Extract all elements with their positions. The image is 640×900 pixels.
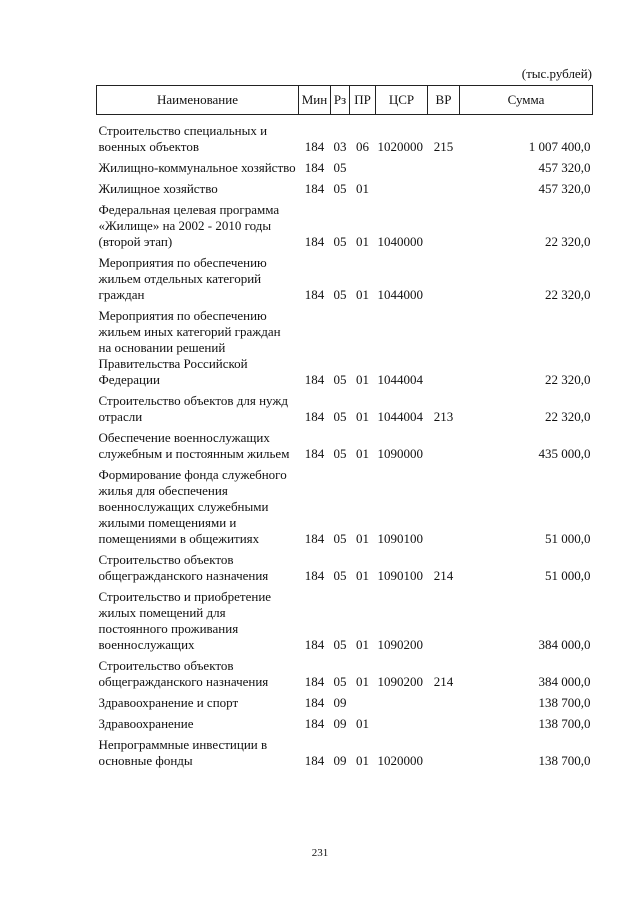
cell-vr [428,426,460,463]
table-row [97,585,593,654]
cell-rz: 05 [333,287,347,302]
cell-vr [428,177,460,198]
cell-vr [428,733,460,770]
table-row [97,177,593,198]
cell-min: 184 [304,716,325,731]
cell-csr: 1044004 [377,372,423,387]
cell-name: Мероприятия по обеспечению жильем иных категорий граждан на основании решений Правительства Российской Федерации [98,308,281,387]
cell-vr [428,585,460,654]
cell-min: 184 [304,568,325,583]
cell-rz: 05 [333,446,347,461]
cell-csr: 1090100 [377,568,423,583]
cell-sum: 138 700,0 [538,716,591,731]
cell-csr: 1040000 [377,234,423,249]
cell-vr [428,304,460,389]
table-row [97,712,593,733]
cell-csr: 1090200 [377,674,423,689]
cell-pr: 01 [356,531,369,546]
header-csr: ЦСР [376,86,428,115]
page-number: 231 [311,847,329,859]
header-rz: Рз [331,86,350,115]
cell-sum: 384 000,0 [538,674,591,689]
cell-rz: 09 [333,695,347,710]
cell-csr [376,691,428,712]
cell-vr: 213 [433,409,454,424]
unit-label: (тыс.рублей) [521,66,592,81]
cell-sum: 435 000,0 [538,446,591,461]
cell-rz: 05 [333,160,347,175]
cell-min: 184 [304,674,325,689]
cell-rz: 05 [333,674,347,689]
cell-vr [428,198,460,251]
cell-sum: 457 320,0 [538,160,591,175]
cell-csr: 1044004 [377,409,423,424]
cell-vr [428,463,460,548]
cell-rz: 05 [333,568,347,583]
cell-name: Формирование фонда служебного жилья для обеспечения военнослужащих служебными жилыми помещениями и помещениями в общежитиях [98,467,287,546]
cell-sum: 51 000,0 [545,531,591,546]
cell-name: Строительство объектов для нужд отрасли [98,393,288,424]
cell-pr: 01 [356,568,369,583]
cell-csr: 1090100 [377,531,423,546]
cell-pr: 01 [356,716,369,731]
cell-min: 184 [304,234,325,249]
cell-min: 184 [304,446,325,461]
cell-name: Строительство и приобретение жилых помещений для постоянного проживания военнослужащих [98,589,272,652]
cell-pr: 06 [356,139,369,154]
cell-name: Непрограммные инвестиции в основные фонды [98,737,268,768]
header-sum: Сумма [460,86,593,115]
table-row [97,426,593,463]
cell-name: Мероприятия по обеспечению жильем отдельных категорий граждан [98,255,267,302]
cell-csr: 1020000 [377,139,423,154]
cell-pr: 01 [356,181,369,196]
cell-csr: 1090200 [377,637,423,652]
cell-pr: 01 [356,409,369,424]
cell-vr [428,712,460,733]
cell-vr: 214 [433,568,454,583]
cell-pr [350,691,376,712]
table-row [97,733,593,770]
cell-pr: 01 [356,234,369,249]
cell-sum: 22 320,0 [545,409,591,424]
cell-pr: 01 [356,446,369,461]
cell-sum: 22 320,0 [545,234,591,249]
cell-rz: 03 [333,139,347,154]
cell-min: 184 [304,139,325,154]
table-row [97,691,593,712]
cell-min: 184 [304,409,325,424]
cell-rz: 09 [333,753,347,768]
header-name: Наименование [97,86,299,115]
cell-csr [376,156,428,177]
cell-name: Жилищно-коммунальное хозяйство [98,160,296,175]
cell-sum: 384 000,0 [538,637,591,652]
header-vr: ВР [428,86,460,115]
cell-pr [350,156,376,177]
cell-csr [376,712,428,733]
cell-vr: 214 [433,674,454,689]
header-pr: ПР [350,86,376,115]
cell-name: Строительство объектов общегражданского назначения [98,552,269,583]
cell-sum: 457 320,0 [538,181,591,196]
cell-pr: 01 [356,637,369,652]
cell-pr: 01 [356,674,369,689]
cell-min: 184 [304,160,325,175]
header-min: Мин [299,86,331,115]
cell-name: Здравоохранение и спорт [98,695,239,710]
cell-sum: 22 320,0 [545,287,591,302]
cell-name: Жилищное хозяйство [98,181,218,196]
cell-min: 184 [304,372,325,387]
cell-name: Строительство специальных и военных объектов [98,123,268,154]
cell-sum: 22 320,0 [545,372,591,387]
table-row [97,654,593,691]
cell-csr: 1044000 [377,287,423,302]
cell-sum: 138 700,0 [538,753,591,768]
cell-min: 184 [304,753,325,768]
cell-min: 184 [304,181,325,196]
cell-csr: 1090000 [377,446,423,461]
cell-rz: 05 [333,372,347,387]
cell-sum: 51 000,0 [545,568,591,583]
cell-vr [428,691,460,712]
cell-rz: 09 [333,716,347,731]
cell-name: Федеральная целевая программа «Жилище» на 2002 - 2010 годы (второй этап) [98,202,280,249]
table-body [97,115,593,771]
table-row [97,304,593,389]
cell-vr [428,156,460,177]
table-row [97,251,593,304]
cell-rz: 05 [333,409,347,424]
cell-csr [376,177,428,198]
table-row [97,156,593,177]
budget-table [96,85,593,770]
cell-min: 184 [304,695,325,710]
cell-pr: 01 [356,372,369,387]
table-header-row [97,86,593,115]
cell-min: 184 [304,531,325,546]
cell-vr [428,251,460,304]
cell-pr: 01 [356,753,369,768]
cell-sum: 1 007 400,0 [528,139,591,154]
cell-rz: 05 [333,181,347,196]
table-row [97,463,593,548]
cell-csr: 1020000 [377,753,423,768]
cell-rz: 05 [333,234,347,249]
cell-name: Здравоохранение [98,716,194,731]
table-row [97,198,593,251]
cell-rz: 05 [333,531,347,546]
cell-name: Обеспечение военнослужащих служебным и постоянным жильем [98,430,290,461]
table-row [97,115,593,157]
cell-sum: 138 700,0 [538,695,591,710]
table-row [97,389,593,426]
cell-min: 184 [304,637,325,652]
cell-pr: 01 [356,287,369,302]
cell-vr: 215 [433,139,454,154]
cell-name: Строительство объектов общегражданского назначения [98,658,269,689]
cell-min: 184 [304,287,325,302]
table-row [97,548,593,585]
cell-rz: 05 [333,637,347,652]
